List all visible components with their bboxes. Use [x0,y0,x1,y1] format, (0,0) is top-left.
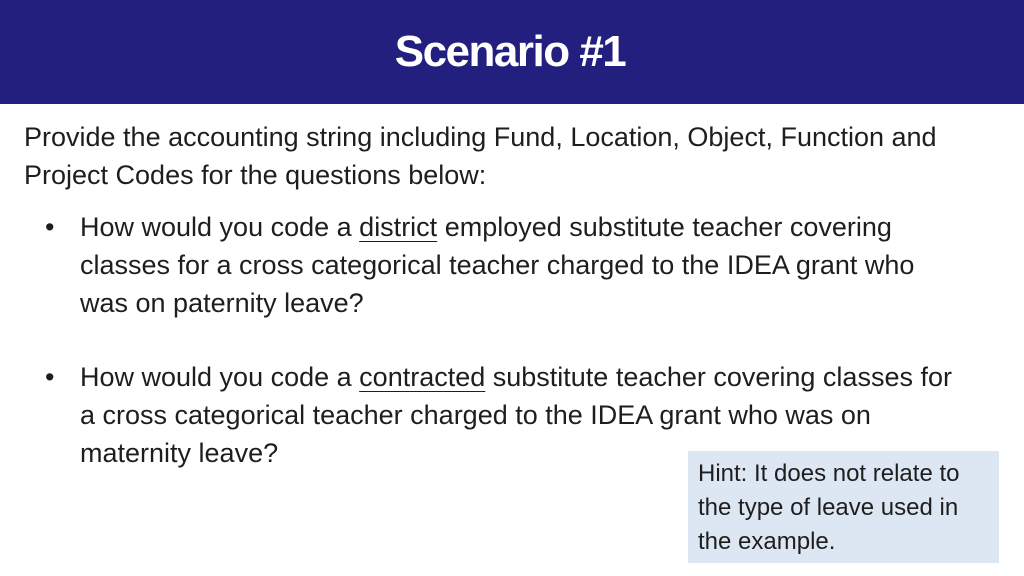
question-item [24,208,960,322]
question-text-after: employed substitute teacher covering classes for a cross categorical teacher charged to the IDEA grant who was on paternity leave? [80,212,915,318]
question-underlined-term: contracted [359,362,486,392]
question-text-before: How would you code a [80,362,360,392]
bullet-icon: • [45,362,55,392]
slide-content [24,118,994,472]
question-text-after: substitute teacher covering classes for a cross categorical teacher charged to the IDEA grant who was on maternity leave? [80,362,952,468]
bullet-icon: • [45,212,55,242]
intro-text: Provide the accounting string including Fund, Location, Object, Function and Project Codes for the questions below: [24,122,937,190]
hint-box: Hint: It does not relate to the type of leave used in the example. [688,451,999,563]
question-text-before: How would you code a [80,212,360,242]
slide-title: Scenario #1 [394,27,626,76]
title-bar [0,0,1024,104]
question-list [24,208,994,472]
question-underlined-term: district [359,212,438,242]
